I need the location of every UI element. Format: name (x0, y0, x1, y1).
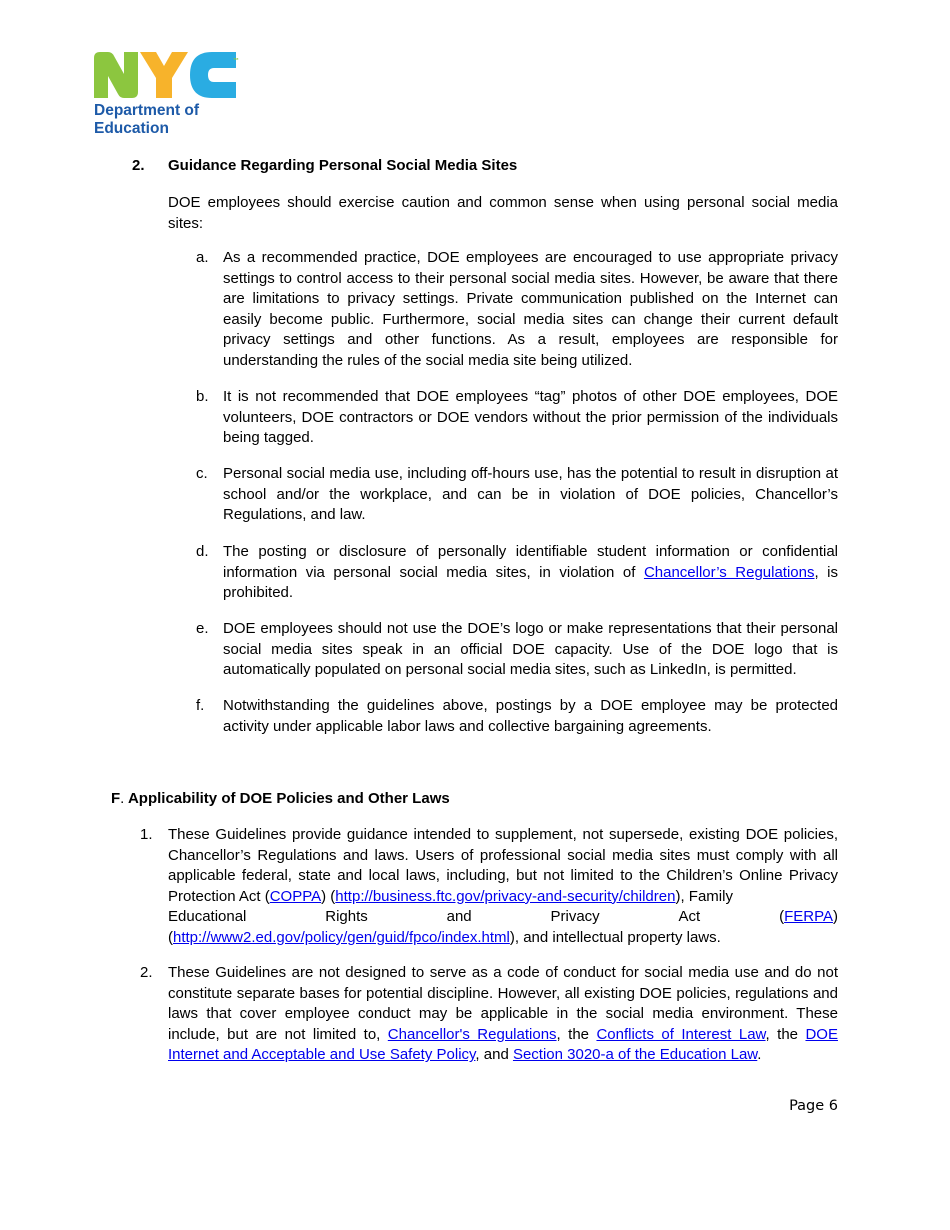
logo-letter-c (190, 52, 236, 98)
word: and (446, 908, 472, 926)
list-item-label: e. (196, 620, 209, 637)
trademark-symbol: ™ (233, 58, 239, 64)
word: Educational (168, 908, 247, 926)
text-segment: , and (475, 1046, 513, 1064)
numbered-item-label: 2. (140, 964, 153, 981)
list-item-e (196, 619, 838, 681)
coppa-link[interactable]: COPPA (269, 887, 322, 905)
list-item-text: Notwithstanding the guidelines above, postings by a DOE employee may be protected activity under applicable labor laws and collective bargaining agreements. (223, 697, 838, 735)
list-item-label: a. (196, 249, 209, 266)
list-item-text: It is not recommended that DOE employees “tag” photos of other DOE employees, DOE volunteers, DOE contractors or DOE vendors without the prior permission of the individuals being tagged. (223, 388, 838, 447)
ferpa-line (168, 907, 838, 928)
list-item-b (196, 387, 838, 449)
text-segment: ), and intellectual property laws. (509, 928, 721, 946)
numbered-item-label: 1. (140, 826, 153, 843)
section-f-title: Applicability of DOE Policies and Other Laws (127, 790, 450, 807)
section-f-letter: F (111, 790, 121, 807)
fpco-url-link[interactable]: http://www2.ed.gov/policy/gen/guid/fpco/index.html (173, 928, 510, 946)
section-3020a-link[interactable]: Section 3020-a of the Education Law (512, 1046, 758, 1064)
logo-letter-n (94, 52, 138, 98)
list-item-c (196, 464, 838, 526)
word: Rights (325, 908, 368, 926)
list-item-f (196, 696, 838, 737)
section-2-heading (132, 156, 517, 177)
paren: ( (779, 908, 785, 926)
chancellors-regulations-link[interactable]: Chancellor's Regulations (387, 1025, 557, 1043)
numbered-item-text (168, 825, 838, 949)
chancellors-regulations-link[interactable]: Chancellor’s Regulations (643, 563, 815, 581)
numbered-item-1 (140, 825, 838, 949)
ferpa-link[interactable]: FERPA (784, 908, 833, 926)
nyc-logo-mark-icon (94, 50, 239, 100)
word: Privacy (550, 908, 600, 926)
word: Act (678, 908, 701, 926)
text-segment: ), Family (675, 887, 733, 905)
text-segment: ( (168, 928, 173, 946)
list-item-text: As a recommended practice, DOE employees are encouraged to use appropriate privacy settings to control access to their personal social media sites. However, be aware that there are limitations to privacy settings. Private communication published on the Internet can easily become public. Furthermore, social media sites can change their current default privacy settings and other functions. As a result, employees are responsible for understanding the rules of the social media site being utilized. (223, 249, 838, 369)
text-segment: ) ( (321, 887, 336, 905)
list-item-label: c. (196, 465, 208, 482)
text-segment: The posting or disclosure of personally identifiable student information or confidential information via personal social media sites, in violation of (223, 543, 838, 581)
text-segment: , the (556, 1025, 597, 1043)
list-item-label: f. (196, 697, 205, 714)
conflicts-of-interest-law-link[interactable]: Conflicts of Interest Law (596, 1025, 766, 1043)
ferpa-group (779, 907, 838, 928)
page-number: Page 6 (789, 1098, 838, 1114)
logo-letter-y (140, 52, 188, 98)
text-segment: . (757, 1046, 762, 1064)
numbered-item-text (168, 963, 838, 1066)
section-2-title: Guidance Regarding Personal Social Media Sites (168, 157, 518, 174)
text-segment: These Guidelines are not designed to serve as a code of conduct for social media use and do not constitute separate bases for potential discipline. However, all existing DOE policies, regulations and laws that cover employee conduct may be applicable in the social media environment. These include, but are not limited to, (168, 964, 838, 1043)
fpco-line (168, 928, 838, 949)
numbered-item-2 (140, 963, 838, 1066)
text-segment: , is prohibited. (223, 563, 839, 602)
list-item-d (196, 542, 838, 604)
logo-line-2: Education (94, 120, 169, 137)
ftc-children-url-link[interactable]: http://business.ftc.gov/privacy-and-security/children (335, 887, 676, 905)
section-2-intro: DOE employees should exercise caution and common sense when using personal social media sites: (168, 194, 838, 232)
section-f-heading (111, 789, 450, 810)
list-item-text (223, 542, 838, 604)
section-2-number: 2. (132, 157, 145, 174)
logo-line-1: Department of (94, 102, 200, 119)
nyc-doe-logo (94, 50, 244, 140)
paren: ) (832, 908, 838, 926)
text-segment: , the (765, 1025, 806, 1043)
list-item-label: d. (196, 543, 209, 560)
section-f-period: . (120, 790, 125, 807)
list-item-text: DOE employees should not use the DOE’s logo or make representations that their personal social media sites speak in an official DOE capacity. Use of the DOE logo that is automatically populated on personal social media sites, such as LinkedIn, is permitted. (223, 620, 838, 679)
logo-text (94, 102, 199, 138)
list-item-a (196, 248, 838, 372)
list-item-text: Personal social media use, including off-hours use, has the potential to result in disruption at school and/or the workplace, and can be in violation of DOE policies, Chancellor’s Regulations, and law. (223, 465, 838, 524)
list-item-label: b. (196, 388, 209, 405)
doe-internet-policy-link[interactable]: DOE Internet and Acceptable and Use Safety Policy (168, 1025, 838, 1064)
text-segment: These Guidelines provide guidance intended to supplement, not supersede, existing DOE policies, Chancellor’s Regulations and laws. Users of professional social media sites must comply with all applicable federal, state and local laws, including, but not limited to the Children’s Online Privacy Protection Act ( (168, 826, 838, 905)
